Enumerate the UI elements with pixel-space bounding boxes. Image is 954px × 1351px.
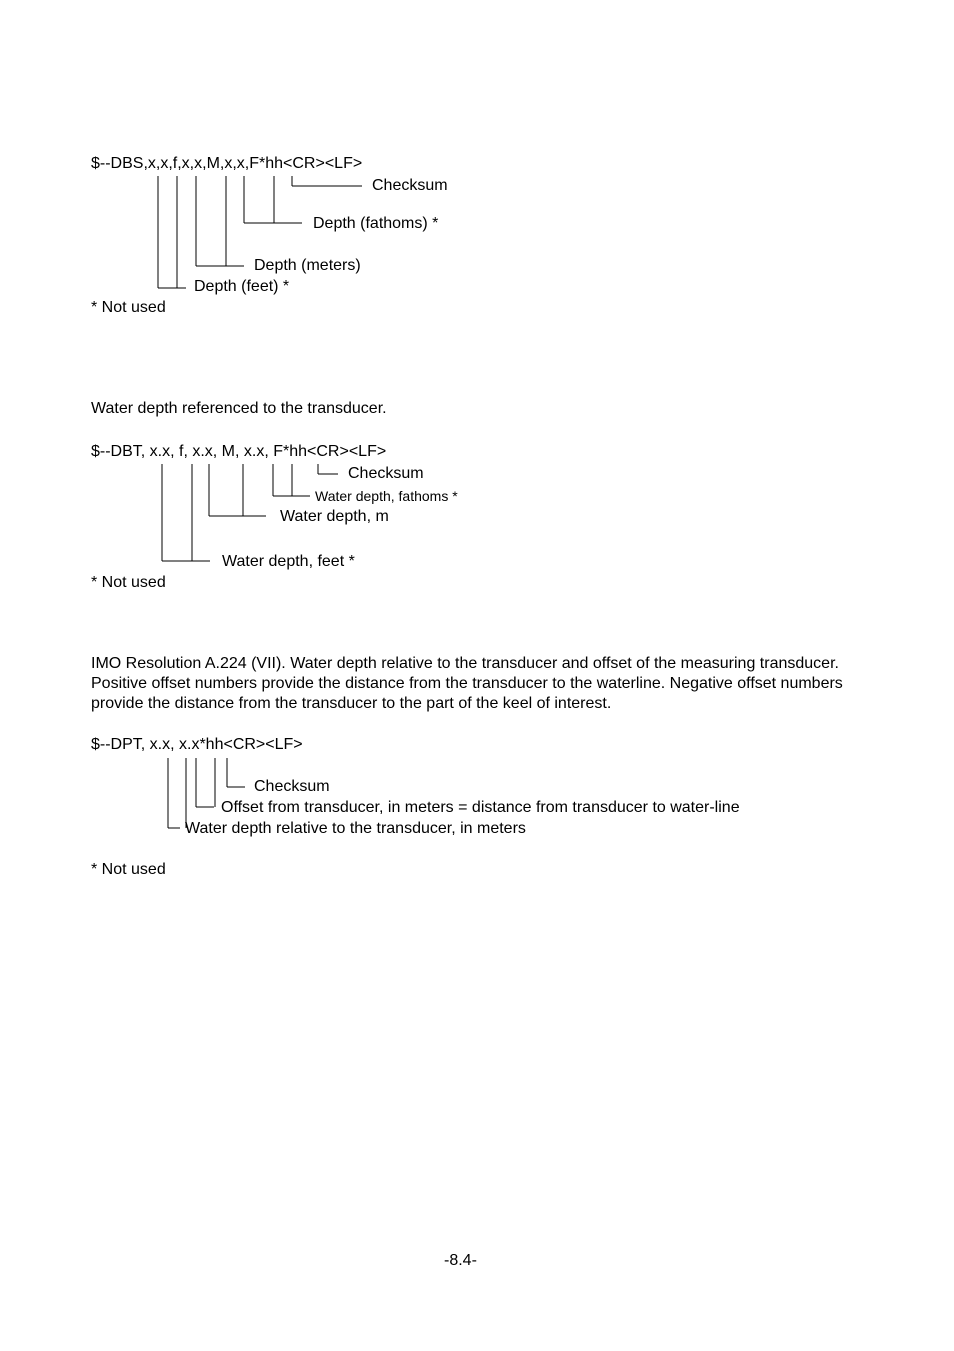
- dbs-sentence-format: $--DBS,x,x,f,x,x,M,x,x,F*hh<CR><LF>: [91, 155, 363, 172]
- dbt-checksum-label: Checksum: [348, 465, 424, 482]
- dbt-description: Water depth referenced to the transducer.: [91, 400, 387, 417]
- dpt-description: IMO Resolution A.224 (VII). Water depth relative to the transducer and offset of the measuring transducer. Positive offset numbers provide the distance from the transducer to the waterline. Negative offset numbers provide the distance from the transducer to the part of the keel of interest.: [91, 655, 843, 712]
- dbt-not-used-note: * Not used: [91, 574, 166, 591]
- dpt-depth-label: Water depth relative to the transducer, in meters: [185, 820, 526, 837]
- dpt-checksum-label: Checksum: [254, 778, 330, 795]
- dbs-not-used-note: * Not used: [91, 299, 166, 316]
- page-number: -8.4-: [444, 1252, 477, 1269]
- dbt-depth-m-label: Water depth, m: [280, 508, 389, 525]
- dpt-sentence-format: $--DPT, x.x, x.x*hh<CR><LF>: [91, 736, 303, 753]
- dbt-depth-feet-label: Water depth, feet *: [222, 553, 355, 570]
- dbs-depth-meters-label: Depth (meters): [254, 257, 361, 274]
- dbt-depth-fathoms-label: Water depth, fathoms *: [315, 488, 458, 504]
- dbs-depth-feet-label: Depth (feet) *: [194, 278, 290, 295]
- dbt-sentence-format: $--DBT, x.x, f, x.x, M, x.x, F*hh<CR><LF>: [91, 443, 387, 460]
- dbs-checksum-label: Checksum: [372, 177, 448, 194]
- dpt-not-used-note: * Not used: [91, 861, 166, 878]
- dbs-depth-fathoms-label: Depth (fathoms) *: [313, 215, 439, 232]
- dpt-offset-label: Offset from transducer, in meters = distance from transducer to water-line: [221, 799, 740, 816]
